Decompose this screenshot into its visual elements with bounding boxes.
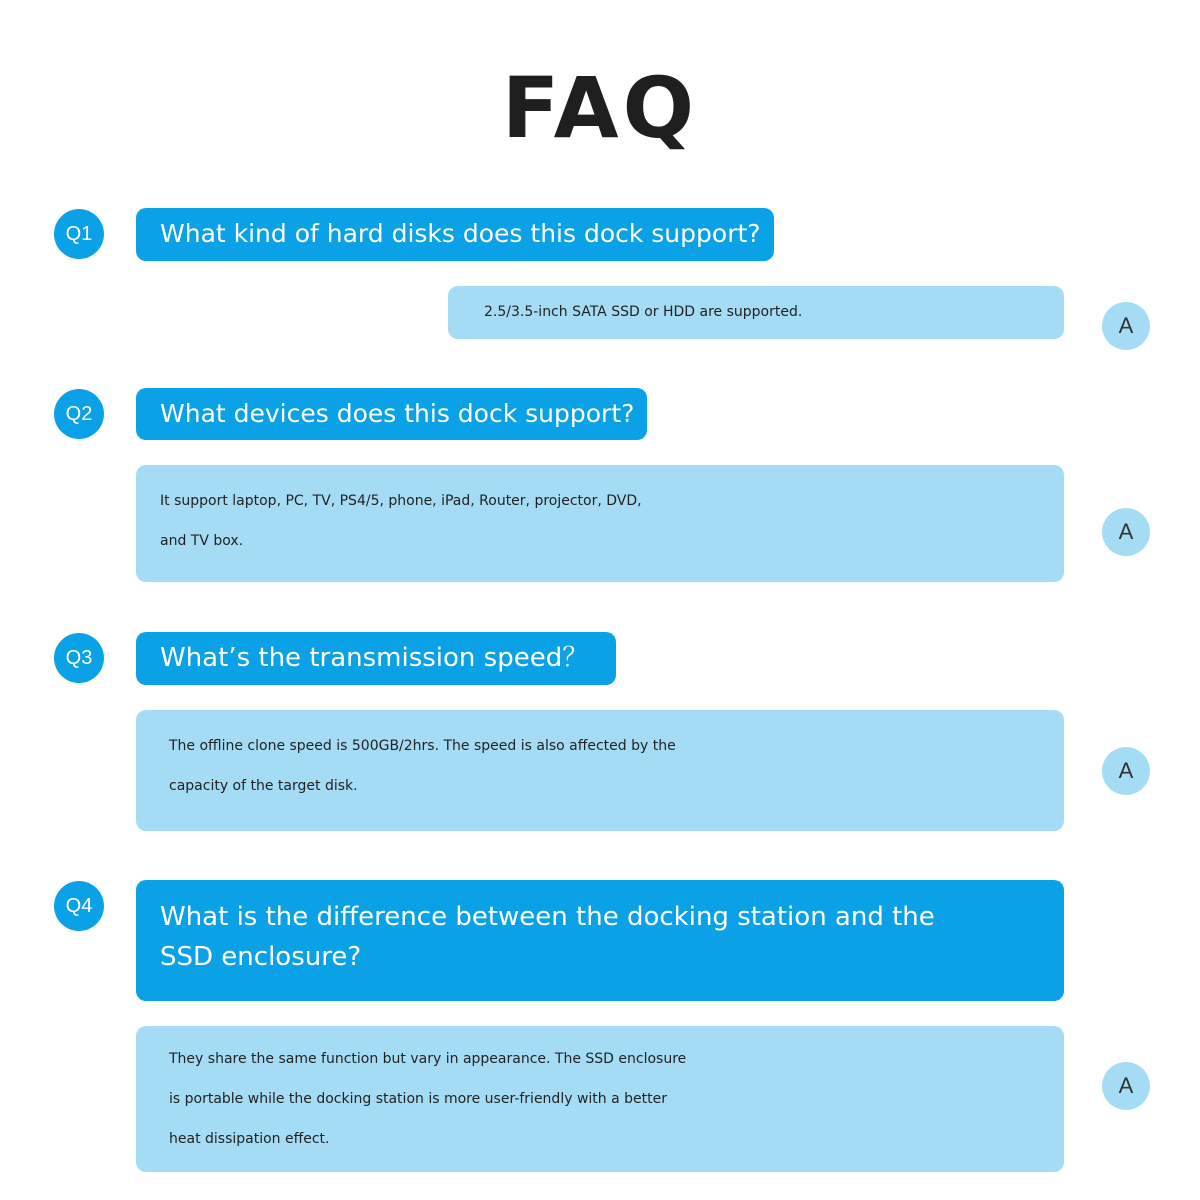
answer-text: The offline clone speed is 500GB/2hrs. The speed is also affected by the [169, 738, 676, 754]
question-badge: Q2 [54, 389, 104, 439]
question-badge: Q1 [54, 209, 104, 259]
question-text: What devices does this dock support? [160, 399, 635, 428]
question-text: SSD enclosure? [160, 942, 362, 972]
answer-text: is portable while the docking station is more user-friendly with a better [169, 1091, 667, 1107]
answer-bubble [136, 710, 1064, 831]
answer-text: It support laptop, PC, TV, PS4/5, phone, iPad, Router, projector, DVD, [160, 493, 642, 509]
question-bubble [136, 632, 616, 685]
answer-bubble [136, 465, 1064, 582]
question-text: What kind of hard disks does this dock support? [160, 219, 761, 248]
page-title: FAQ [501, 59, 699, 157]
answer-badge: A [1102, 508, 1150, 556]
question-badge: Q3 [54, 633, 104, 683]
question-badge: Q4 [54, 881, 104, 931]
question-text: What is the difference between the docking station and the [160, 902, 935, 932]
answer-text: 2.5/3.5-inch SATA SSD or HDD are supported. [484, 304, 803, 320]
question-bubble [136, 208, 774, 261]
question-bubble [136, 388, 647, 440]
answer-text: heat dissipation effect. [169, 1131, 330, 1147]
answer-bubble [136, 1026, 1064, 1172]
question-bubble [136, 880, 1064, 1001]
answer-text: capacity of the target disk. [169, 778, 358, 794]
answer-text: They share the same function but vary in appearance. The SSD enclosure [169, 1051, 687, 1067]
answer-bubble [448, 286, 1064, 339]
answer-badge: A [1102, 747, 1150, 795]
answer-text: and TV box. [160, 533, 244, 549]
answer-badge: A [1102, 1062, 1150, 1110]
answer-badge: A [1102, 302, 1150, 350]
question-text: What’s the transmission speed？ [160, 643, 589, 673]
